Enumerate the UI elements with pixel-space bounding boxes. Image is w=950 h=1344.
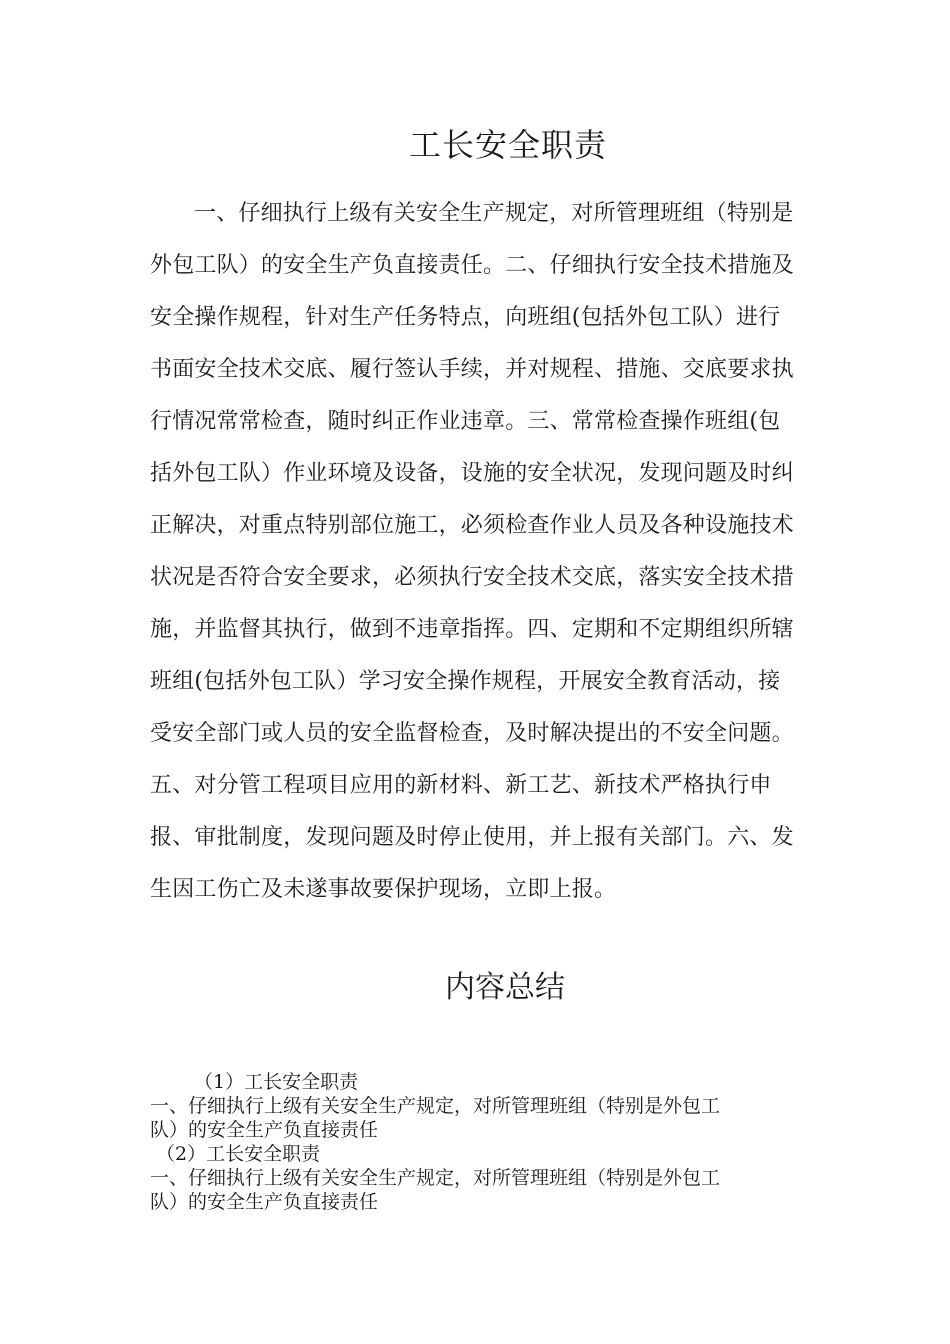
- summary-line: 队）的安全生产负直接责任: [150, 1119, 379, 1141]
- body-line: 生因工伤亡及未遂事故要保护现场，立即上报。: [150, 877, 617, 902]
- body-line: 状况是否符合安全要求，必须执行安全技术交底，落实安全技术措: [150, 565, 794, 590]
- summary-line: 一、仔细执行上级有关安全生产规定，对所管理班组（特别是外包工: [150, 1095, 721, 1117]
- summary-heading: （1）工长安全职责: [194, 1071, 359, 1093]
- summary-title: 内容总结: [445, 970, 565, 1005]
- document-title: 工长安全职责: [408, 126, 607, 164]
- body-line: 报、审批制度，发现问题及时停止使用，并上报有关部门。六、发: [150, 825, 794, 850]
- body-line: 正解决，对重点特别部位施工，必须检查作业人员及各种设施技术: [150, 513, 794, 538]
- body-line: 班组(包括外包工队）学习安全操作规程，开展安全教育活动，接: [150, 669, 781, 694]
- document-body: [150, 188, 802, 916]
- summary-line: 队）的安全生产负直接责任: [150, 1191, 379, 1213]
- body-line: 书面安全技术交底、履行签认手续，并对规程、措施、交底要求执: [150, 357, 794, 382]
- summary-section: [150, 1070, 830, 1214]
- body-line: 五、对分管工程项目应用的新材料、新工艺、新技术严格执行申: [150, 773, 772, 798]
- body-line: 行情况常常检查，随时纠正作业违章。三、常常检查操作班组(包: [150, 409, 781, 434]
- body-line: 一、仔细执行上级有关安全生产规定，对所管理班组（特别是: [194, 201, 794, 226]
- body-line: 括外包工队）作业环境及设备，设施的安全状况，发现问题及时纠: [150, 461, 794, 486]
- body-line: 施，并监督其执行，做到不违章指挥。四、定期和不定期组织所辖: [150, 617, 794, 642]
- summary-line: 一、仔细执行上级有关安全生产规定，对所管理班组（特别是外包工: [150, 1167, 721, 1189]
- summary-heading: （2）工长安全职责: [156, 1143, 321, 1165]
- body-line: 外包工队）的安全生产负直接责任。二、仔细执行安全技术措施及: [150, 253, 794, 278]
- body-line: 安全操作规程，针对生产任务特点，向班组(包括外包工队）进行: [150, 305, 781, 330]
- body-line: 受安全部门或人员的安全监督检查，及时解决提出的不安全问题。: [150, 721, 794, 746]
